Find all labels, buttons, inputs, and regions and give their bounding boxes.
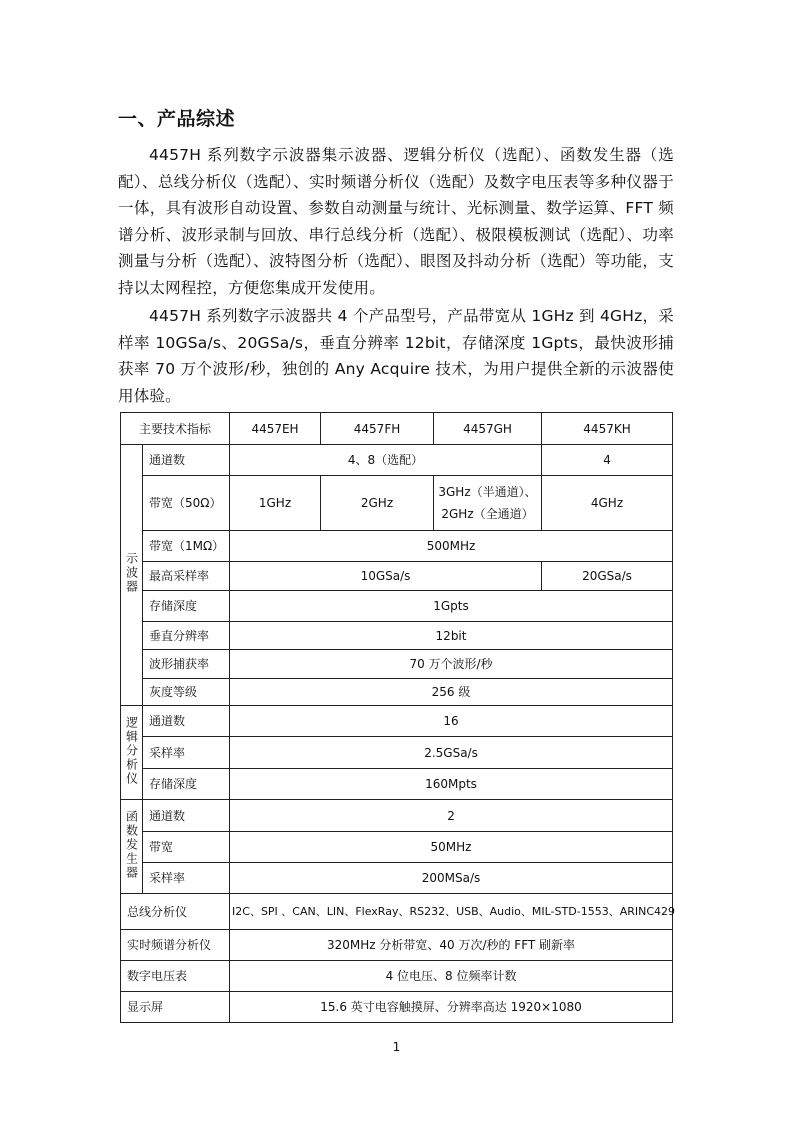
table-row: [121, 832, 673, 863]
table-cell: 2: [230, 800, 673, 832]
table-row: [121, 992, 673, 1023]
row-label: 采样率: [143, 737, 230, 769]
table-row: [121, 591, 673, 622]
row-label: 显示屏: [121, 992, 230, 1023]
row-label: 数字电压表: [121, 961, 230, 992]
row-label: 通道数: [143, 706, 230, 737]
table-row: [121, 863, 673, 894]
table-row: [121, 476, 673, 531]
table-header-row: [121, 413, 673, 445]
table-cell: 4 位电压、8 位频率计数: [230, 961, 673, 992]
table-cell: 500MHz: [230, 531, 673, 562]
table-row: [121, 445, 673, 476]
row-label: 实时频谱分析仪: [121, 930, 230, 961]
table-row: [121, 930, 673, 961]
table-row: [121, 737, 673, 769]
row-label: 波形捕获率: [143, 650, 230, 679]
table-cell: 2GHz: [321, 476, 434, 531]
table-cell: 256 级: [230, 679, 673, 706]
row-label: 带宽（50Ω）: [143, 476, 230, 531]
group-function-generator: 函数发生器: [121, 800, 143, 894]
table-row: [121, 706, 673, 737]
row-label: 垂直分辨率: [143, 622, 230, 650]
row-label: 最高采样率: [143, 562, 230, 591]
spec-table: [120, 412, 676, 1023]
row-label: 通道数: [143, 445, 230, 476]
row-label: 带宽（1MΩ）: [143, 531, 230, 562]
row-label: 总线分析仪: [121, 894, 230, 930]
row-label: 灰度等级: [143, 679, 230, 706]
intro-paragraph-2: 4457H 系列数字示波器共 4 个产品型号，产品带宽从 1GHz 到 4GHz，采样率 10GSa/s、20GSa/s，垂直分辨率 12bit，存储深度 1Gpts，最快波形捕获率 70 万个波形/秒，独创的 Any Acquire 技术，为用户提供全新的示波器使用体验。: [118, 307, 674, 405]
table-cell: 20GSa/s: [542, 562, 673, 591]
group-logic-analyzer: 逻辑分析仪: [121, 706, 143, 800]
table-row: [121, 622, 673, 650]
cell-line: 2GHz（全通道）: [441, 507, 534, 521]
table-cell: 4GHz: [542, 476, 673, 531]
table-cell: 1Gpts: [230, 591, 673, 622]
table-cell: 4、8（选配）: [230, 445, 542, 476]
intro-paragraph-1: 4457H 系列数字示波器集示波器、逻辑分析仪（选配）、函数发生器（选配）、总线分析仪（选配）、实时频谱分析仪（选配）及数字电压表等多种仪器于一体，具有波形自动设置、参数自动测量与统计、光标测量、数学运算、FFT 频谱分析、波形录制与回放、串行总线分析（选配）、极限模板测试（选配）、功率测量与分析（选配）、波特图分析（选配）、眼图及抖动分析（选配）等功能，支持以太网程控，方便您集成开发使用。: [118, 146, 674, 297]
table-cell: 12bit: [230, 622, 673, 650]
table-cell: 10GSa/s: [230, 562, 542, 591]
page-number: 1: [392, 1040, 401, 1054]
table-cell: [434, 476, 542, 531]
table-cell: 16: [230, 706, 673, 737]
table-cell: 70 万个波形/秒: [230, 650, 673, 679]
table-cell: 50MHz: [230, 832, 673, 863]
table-cell: 320MHz 分析带宽、40 万次/秒的 FFT 刷新率: [230, 930, 673, 961]
row-label: 存储深度: [143, 769, 230, 800]
table-row: [121, 650, 673, 679]
table-row: [121, 894, 673, 930]
header-label: 主要技术指标: [121, 413, 230, 445]
table-row: [121, 562, 673, 591]
table-cell: 4: [542, 445, 673, 476]
model-4457kh: 4457KH: [542, 413, 673, 445]
table-row: [121, 531, 673, 562]
model-4457fh: 4457FH: [321, 413, 434, 445]
table-row: [121, 679, 673, 706]
table-row: [121, 800, 673, 832]
table-row: [121, 769, 673, 800]
table-cell: 2.5GSa/s: [230, 737, 673, 769]
section-heading: 一、产品综述: [118, 108, 236, 130]
model-4457eh: 4457EH: [230, 413, 321, 445]
table-cell: 160Mpts: [230, 769, 673, 800]
model-4457gh: 4457GH: [434, 413, 542, 445]
table-cell: 15.6 英寸电容触摸屏、分辨率高达 1920×1080: [230, 992, 673, 1023]
table-cell: 1GHz: [230, 476, 321, 531]
table-cell: I2C、SPI 、CAN、LIN、FlexRay、RS232、USB、Audio、MIL-STD-1553、ARINC429: [230, 894, 673, 930]
group-oscilloscope: 示波器: [121, 445, 143, 706]
cell-line: 3GHz（半通道）、: [438, 485, 537, 499]
row-label: 通道数: [143, 800, 230, 832]
row-label: 带宽: [143, 832, 230, 863]
row-label: 存储深度: [143, 591, 230, 622]
table-cell: 200MSa/s: [230, 863, 673, 894]
row-label: 采样率: [143, 863, 230, 894]
table-row: [121, 961, 673, 992]
